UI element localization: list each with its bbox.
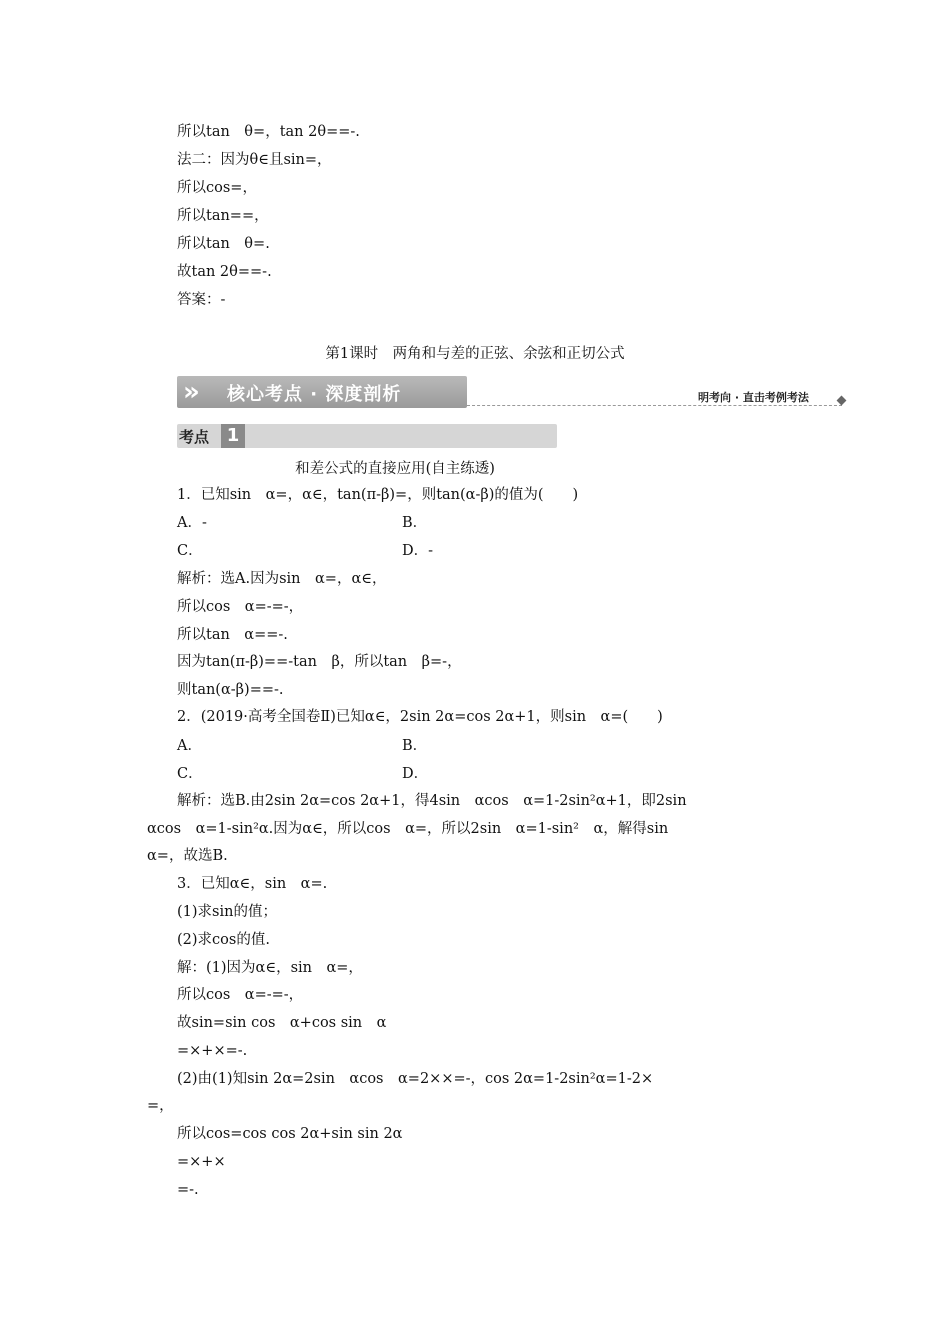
option-b: B． <box>402 515 428 531</box>
text-line: 所以cos=， <box>177 180 257 196</box>
section-banner <box>177 376 467 408</box>
text-line: 故tan 2θ==-. <box>177 264 272 280</box>
text-line: 所以tan==， <box>177 208 269 224</box>
option-d: D． <box>402 766 429 782</box>
option-row <box>177 736 777 756</box>
kaodian-number: 1 <box>221 424 245 448</box>
double-chevron-icon: » <box>183 377 192 407</box>
solution-line: 所以tan α==-. <box>177 627 288 643</box>
solution-line: =-. <box>177 1182 199 1198</box>
banner-title: 核心考点 · 深度剖析 <box>227 384 402 405</box>
option-d: D．- <box>402 543 434 559</box>
banner-subtitle: 明考向 · 直击考例考法 <box>698 391 809 404</box>
solution-line: 故sin=sin cos α+cos sin α <box>177 1015 387 1031</box>
text-line: 所以tan θ=. <box>177 236 270 252</box>
solution-line: 解析：选A.因为sin α=，α∈， <box>177 571 387 587</box>
question-stem: 3．已知α∈，sin α=. <box>177 876 328 892</box>
option-c: C． <box>177 766 203 782</box>
option-row <box>177 541 777 561</box>
solution-line: αcos α=1-sin²α.因为α∈，所以cos α=，所以2sin α=1-sin² α，解得sin <box>147 821 669 837</box>
solution-line: 因为tan(π-β)==-tan β，所以tan β=-， <box>177 654 462 670</box>
solution-line: =×+× <box>177 1154 226 1170</box>
solution-line: =， <box>147 1098 174 1114</box>
question-part: (1)求sin的值； <box>177 904 277 920</box>
solution-line: =×+×=-. <box>177 1043 248 1059</box>
option-row <box>177 764 777 784</box>
solution-line: 解析：选B.由2sin 2α=cos 2α+1，得4sin αcos α=1-2sin²α+1，即2sin <box>177 793 687 809</box>
option-row <box>177 513 777 533</box>
kaodian-label: 考点 <box>179 428 210 446</box>
option-c: C． <box>177 543 203 559</box>
lesson-title: 第1课时 两角和与差的正弦、余弦和正切公式 <box>325 346 625 362</box>
solution-line: (2)由(1)知sin 2α=2sin αcos α=2××=-，cos 2α=1-2sin²α=1-2× <box>177 1071 654 1087</box>
text-line: 所以tan θ=，tan 2θ==-. <box>177 124 360 140</box>
option-a: A． <box>177 738 202 754</box>
text-line: 法二：因为θ∈且sin=， <box>177 152 332 168</box>
option-b: B． <box>402 738 428 754</box>
diamond-icon <box>837 396 847 406</box>
solution-line: 解：(1)因为α∈，sin α=， <box>177 960 363 976</box>
question-stem: 2．(2019·高考全国卷Ⅱ)已知α∈，2sin 2α=cos 2α+1，则sin α=( ) <box>177 709 663 725</box>
solution-line: 所以cos α=-=-， <box>177 599 304 615</box>
solution-line: 则tan(α-β)==-. <box>177 682 284 698</box>
banner-divider <box>467 405 842 406</box>
option-a: A．- <box>177 515 207 531</box>
section-title: 和差公式的直接应用(自主练透) <box>295 461 495 477</box>
question-part: (2)求cos的值. <box>177 932 270 948</box>
text-line: 答案：- <box>177 292 226 308</box>
kaodian-bar <box>177 424 557 448</box>
solution-line: α=，故选B. <box>147 848 228 864</box>
question-stem: 1．已知sin α=，α∈，tan(π-β)=，则tan(α-β)的值为( ) <box>177 487 579 503</box>
solution-line: 所以cos=cos cos 2α+sin sin 2α <box>177 1126 403 1142</box>
solution-line: 所以cos α=-=-， <box>177 987 304 1003</box>
